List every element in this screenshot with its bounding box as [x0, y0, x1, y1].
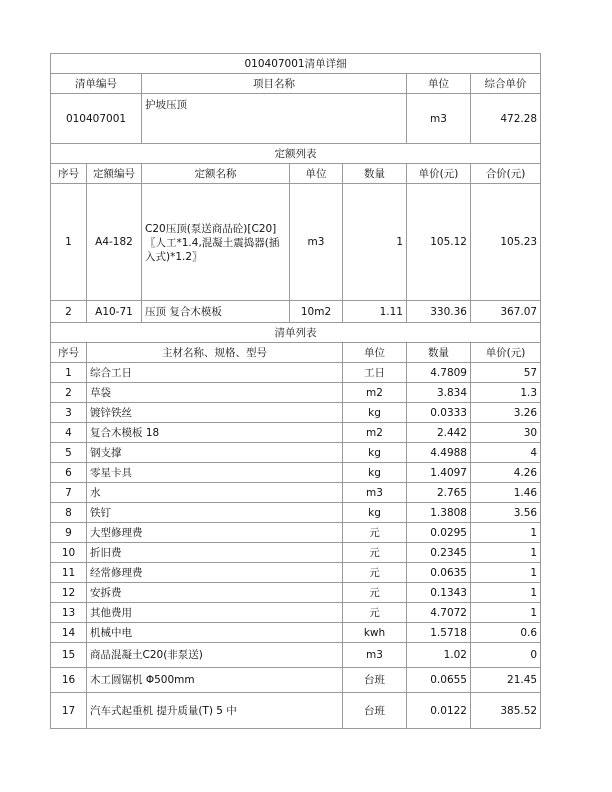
quota-col-qty: 数量	[343, 164, 407, 184]
material-row	[51, 583, 541, 603]
material-unit: 工日	[343, 363, 407, 383]
material-price: 4.26	[471, 463, 541, 483]
material-unit: 元	[343, 543, 407, 563]
material-name: 大型修理费	[87, 523, 343, 543]
item-price: 472.28	[471, 94, 541, 144]
quota-code: A10-71	[87, 301, 142, 323]
material-no: 14	[51, 623, 87, 643]
material-price: 1.46	[471, 483, 541, 503]
material-no: 11	[51, 563, 87, 583]
material-row	[51, 563, 541, 583]
header-code-label: 清单编号	[51, 74, 142, 94]
material-qty: 0.0122	[407, 693, 471, 729]
material-qty: 0.0655	[407, 668, 471, 693]
quota-row	[51, 301, 541, 323]
material-row	[51, 693, 541, 729]
quota-col-total: 合价(元)	[471, 164, 541, 184]
quota-header-row	[51, 164, 541, 184]
material-qty: 0.1343	[407, 583, 471, 603]
material-price: 1	[471, 583, 541, 603]
material-name: 零星卡具	[87, 463, 343, 483]
quota-unit: 10m2	[290, 301, 343, 323]
quota-no: 2	[51, 301, 87, 323]
material-qty: 0.0333	[407, 403, 471, 423]
item-unit: m3	[407, 94, 471, 144]
materials-col-price: 单价(元)	[471, 343, 541, 363]
material-row	[51, 383, 541, 403]
quota-total: 105.23	[471, 184, 541, 301]
material-no: 13	[51, 603, 87, 623]
material-name: 木工圆锯机 Φ500mm	[87, 668, 343, 693]
material-qty: 0.0295	[407, 523, 471, 543]
materials-col-unit: 单位	[343, 343, 407, 363]
material-unit: kg	[343, 463, 407, 483]
material-unit: 台班	[343, 668, 407, 693]
materials-header-row	[51, 343, 541, 363]
quota-code: A4-182	[87, 184, 142, 301]
material-unit: kwh	[343, 623, 407, 643]
quota-price: 105.12	[407, 184, 471, 301]
material-qty: 1.02	[407, 643, 471, 668]
material-name: 汽车式起重机 提升质量(T) 5 中	[87, 693, 343, 729]
material-row	[51, 523, 541, 543]
material-name: 复合木模板 18	[87, 423, 343, 443]
quota-name: C20压顶(泵送商品砼)[C20]〖人工*1.4,混凝土震捣器(插入式)*1.2〗	[142, 184, 290, 301]
material-name: 机械中电	[87, 623, 343, 643]
item-name: 护坡压顶	[142, 94, 407, 144]
material-no: 10	[51, 543, 87, 563]
material-price: 385.52	[471, 693, 541, 729]
material-no: 6	[51, 463, 87, 483]
material-unit: m3	[343, 643, 407, 668]
material-row	[51, 503, 541, 523]
material-price: 30	[471, 423, 541, 443]
material-row	[51, 423, 541, 443]
material-name: 安拆费	[87, 583, 343, 603]
materials-section-title: 清单列表	[51, 323, 541, 343]
material-price: 1	[471, 523, 541, 543]
material-price: 3.56	[471, 503, 541, 523]
quota-no: 1	[51, 184, 87, 301]
material-name: 钢支撑	[87, 443, 343, 463]
material-row	[51, 623, 541, 643]
material-qty: 1.4097	[407, 463, 471, 483]
material-qty: 4.4988	[407, 443, 471, 463]
material-name: 综合工日	[87, 363, 343, 383]
material-no: 17	[51, 693, 87, 729]
material-name: 草袋	[87, 383, 343, 403]
material-unit: 元	[343, 563, 407, 583]
material-price: 4	[471, 443, 541, 463]
material-name: 镀锌铁丝	[87, 403, 343, 423]
material-name: 经常修理费	[87, 563, 343, 583]
material-price: 1	[471, 563, 541, 583]
material-no: 15	[51, 643, 87, 668]
material-unit: m2	[343, 383, 407, 403]
material-unit: kg	[343, 503, 407, 523]
materials-col-qty: 数量	[407, 343, 471, 363]
material-name: 其他费用	[87, 603, 343, 623]
material-name: 水	[87, 483, 343, 503]
page-title: 010407001清单详细	[51, 54, 541, 74]
material-no: 2	[51, 383, 87, 403]
material-row	[51, 363, 541, 383]
quota-qty: 1	[343, 184, 407, 301]
material-row	[51, 403, 541, 423]
material-unit: m3	[343, 483, 407, 503]
header-price-label: 综合单价	[471, 74, 541, 94]
material-name: 商品混凝土C20(非泵送)	[87, 643, 343, 668]
material-name: 折旧费	[87, 543, 343, 563]
material-qty: 1.3808	[407, 503, 471, 523]
material-unit: m2	[343, 423, 407, 443]
material-no: 9	[51, 523, 87, 543]
header-name-label: 项目名称	[142, 74, 407, 94]
quota-section-title: 定额列表	[51, 144, 541, 164]
quota-col-no: 序号	[51, 164, 87, 184]
material-qty: 4.7809	[407, 363, 471, 383]
material-qty: 0.0635	[407, 563, 471, 583]
material-no: 7	[51, 483, 87, 503]
materials-col-name: 主材名称、规格、型号	[87, 343, 343, 363]
quota-name: 压顶 复合木模板	[142, 301, 290, 323]
material-row	[51, 483, 541, 503]
materials-col-no: 序号	[51, 343, 87, 363]
material-price: 1	[471, 603, 541, 623]
material-price: 21.45	[471, 668, 541, 693]
material-unit: 元	[343, 583, 407, 603]
material-price: 57	[471, 363, 541, 383]
material-row	[51, 443, 541, 463]
material-qty: 0.2345	[407, 543, 471, 563]
material-price: 0.6	[471, 623, 541, 643]
material-qty: 2.765	[407, 483, 471, 503]
material-unit: 元	[343, 523, 407, 543]
material-row	[51, 463, 541, 483]
quota-unit: m3	[290, 184, 343, 301]
material-no: 1	[51, 363, 87, 383]
quota-qty: 1.11	[343, 301, 407, 323]
material-price: 3.26	[471, 403, 541, 423]
material-row	[51, 543, 541, 563]
header-unit-label: 单位	[407, 74, 471, 94]
material-row	[51, 603, 541, 623]
material-no: 12	[51, 583, 87, 603]
material-qty: 1.5718	[407, 623, 471, 643]
material-no: 3	[51, 403, 87, 423]
material-unit: kg	[343, 443, 407, 463]
quota-col-price: 单价(元)	[407, 164, 471, 184]
bill-detail-table	[50, 53, 541, 729]
material-unit: 台班	[343, 693, 407, 729]
quota-price: 330.36	[407, 301, 471, 323]
material-no: 16	[51, 668, 87, 693]
material-qty: 4.7072	[407, 603, 471, 623]
material-unit: 元	[343, 603, 407, 623]
material-name: 铁钉	[87, 503, 343, 523]
material-price: 1	[471, 543, 541, 563]
quota-row	[51, 184, 541, 301]
item-code: 010407001	[51, 94, 142, 144]
quota-total: 367.07	[471, 301, 541, 323]
quota-col-code: 定额编号	[87, 164, 142, 184]
material-no: 5	[51, 443, 87, 463]
material-unit: kg	[343, 403, 407, 423]
material-row	[51, 643, 541, 668]
material-price: 1.3	[471, 383, 541, 403]
material-price: 0	[471, 643, 541, 668]
material-no: 8	[51, 503, 87, 523]
material-no: 4	[51, 423, 87, 443]
material-row	[51, 668, 541, 693]
material-qty: 2.442	[407, 423, 471, 443]
quota-col-name: 定额名称	[142, 164, 290, 184]
material-qty: 3.834	[407, 383, 471, 403]
quota-col-unit: 单位	[290, 164, 343, 184]
